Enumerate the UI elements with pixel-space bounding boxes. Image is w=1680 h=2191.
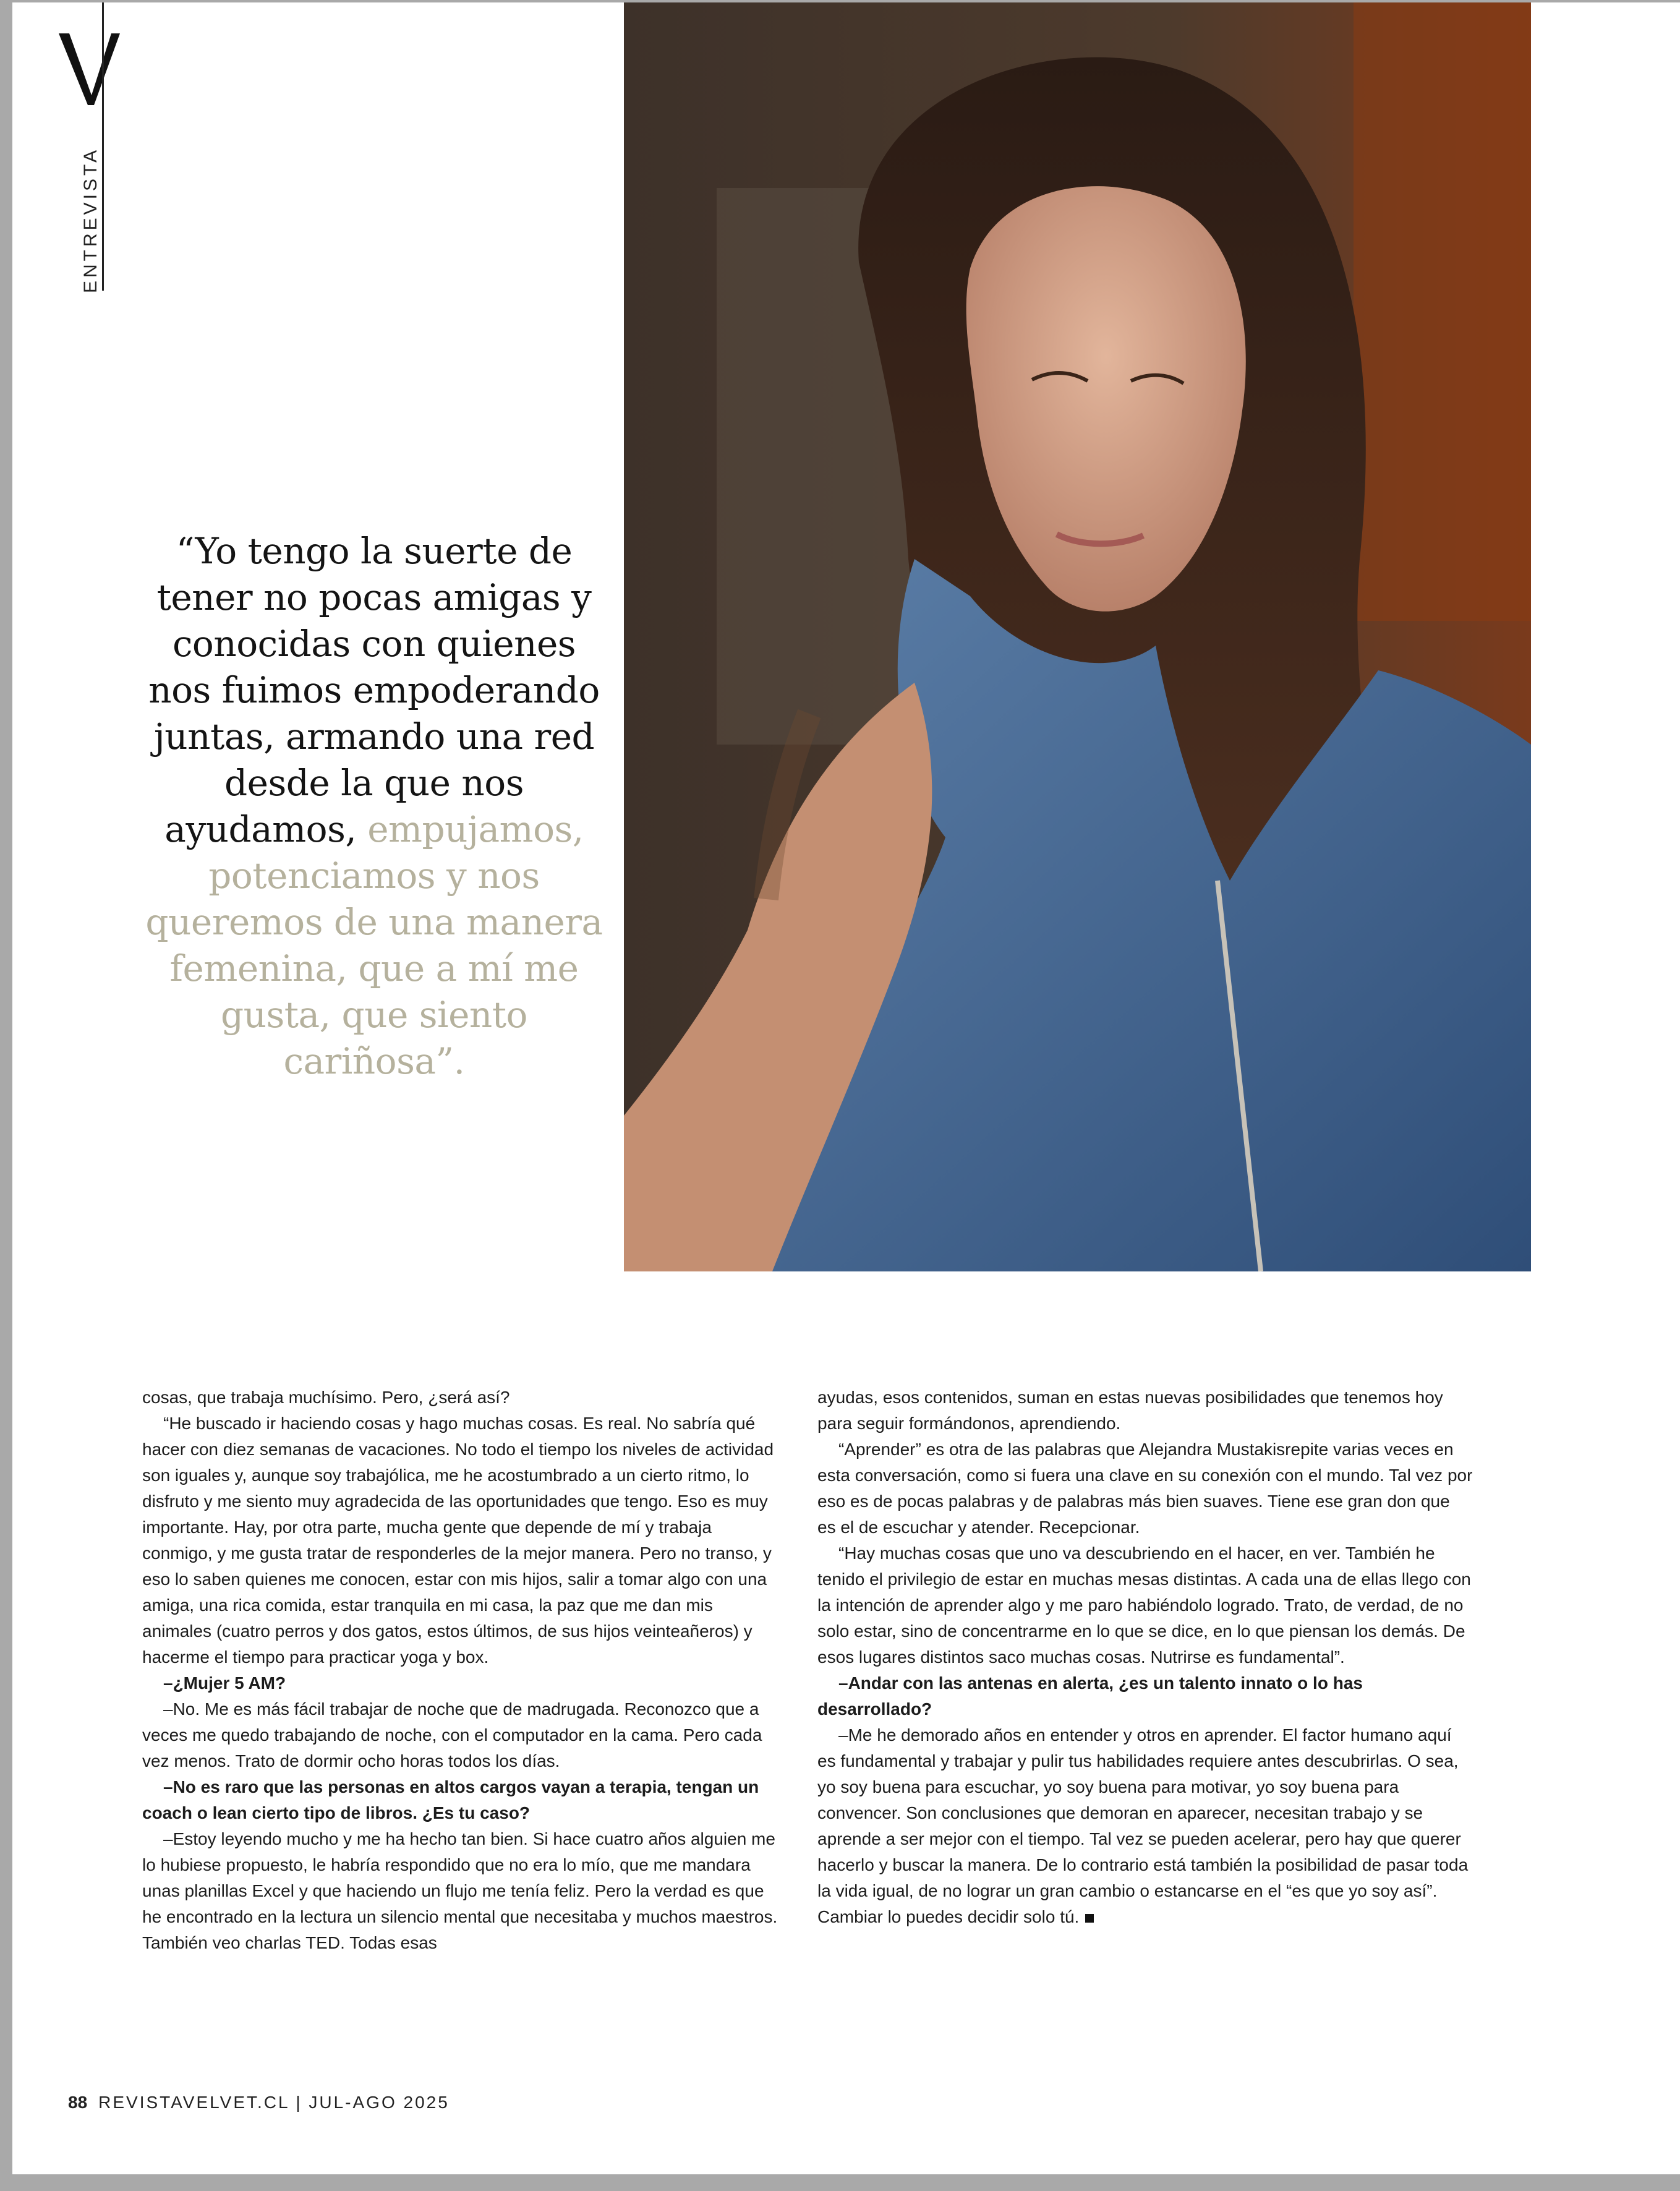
paragraph: –Estoy leyendo mucho y me ha hecho tan bien. Si hace cuatro años alguien me lo hubiese propuesto, le habría respondido que no era lo mío, que me mandara unas planillas Excel y que haciendo un flujo me tenía feliz. Pero la verdad es que he encontrado en la lectura un silencio mental que necesitaba y muchos maestros. También veo charlas TED. Todas esas xyxy=(142,1829,778,1952)
interview-question: –No es raro que las personas en altos cargos vayan a terapia, tengan un coach o lean cierto tipo de libros. ¿Es tu caso? xyxy=(142,1777,759,1822)
end-of-article-icon xyxy=(1085,1914,1094,1923)
section-label: ENTREVISTA xyxy=(80,147,101,293)
page-footer xyxy=(68,2093,450,2112)
pull-quote xyxy=(136,528,612,1085)
pull-quote-light: empujamos, potenciamos y nos queremos de una manera femenina, que a mí me gusta, que siento cariñosa”. xyxy=(145,808,603,1082)
article-column-right xyxy=(817,1385,1473,1930)
paragraph-final xyxy=(817,1722,1473,1930)
interview-question: –¿Mujer 5 AM? xyxy=(163,1673,286,1693)
publication-info: REVISTAVELVET.CL | JUL-AGO 2025 xyxy=(98,2093,450,2112)
paragraph: ayudas, esos contenidos, suman en estas nuevas posibilidades que tenemos hoy para seguir formándonos, aprendiendo. xyxy=(817,1388,1443,1433)
paragraph: “He buscado ir haciendo cosas y hago muchas cosas. Es real. No sabría qué hacer con diez semanas de vacaciones. No todo el tiempo los niveles de actividad son iguales y, aunque soy trabajólica, me he acostumbrado a un cierto ritmo, lo disfruto y me siento muy agradecida de las oportunidades que tengo. Eso es muy importante. Hay, por otra parte, mucha gente que depende de mí y trabaja conmigo, y me gusta tratar de responderles de la mejor manera. Pero no transo, y eso lo saben quienes me conocen, estar con mis hijos, salir a tomar algo con una amiga, una rica comida, estar tranquila en mi casa, la paz que me dan mis animales (cuatro perros y dos gatos, estos últimos, de sus hijos veinteañeros) y hacerme el tiempo para practicar yoga y box. xyxy=(142,1414,774,1667)
paragraph: “Hay muchas cosas que uno va descubriendo en el hacer, en ver. También he tenido el privilegio de estar en muchas mesas distintas. A cada una de ellas llego con la intención de aprender algo y me paro habiéndolo logrado. Trato, de verdad, de no solo estar, sino de concentrarme en lo que se dice, en lo que piensan los demás. De esos lugares distintos saco muchas cosas. Nutrirse es fundamental”. xyxy=(817,1544,1471,1667)
pull-quote-dark: “Yo tengo la suerte de tener no pocas amigas y conocidas con quienes nos fuimos empoderando juntas, armando una red desde la que nos ayudamos, xyxy=(148,530,600,850)
page-number: 88 xyxy=(68,2093,88,2112)
article-column-left xyxy=(142,1385,785,1956)
paragraph: cosas, que trabaja muchísimo. Pero, ¿será así? xyxy=(142,1388,510,1407)
magazine-page xyxy=(12,2,1680,2174)
paragraph: –No. Me es más fácil trabajar de noche que de madrugada. Reconozco que a veces me quedo trabajando de noche, con el computador en la cama. Pero cada vez menos. Trato de dormir ocho horas todos los días. xyxy=(142,1699,762,1770)
interview-question: –Andar con las antenas en alerta, ¿es un talento innato o lo has desarrollado? xyxy=(817,1673,1363,1719)
portrait-photo xyxy=(624,2,1531,1271)
paragraph: “Aprender” es otra de las palabras que Alejandra Mustakisrepite varias veces en esta conversación, como si fuera una clave en su conexión con el mundo. Tal vez por eso es de pocas palabras y de palabras más bien suaves. Tiene ese gran don que es el de escuchar y atender. Recepcionar. xyxy=(817,1440,1473,1537)
portrait-illustration xyxy=(624,2,1531,1271)
paragraph-final-text: –Me he demorado años en entender y otros en aprender. El factor humano aquí es fundamental y trabajar y pulir tus habilidades requiere antes descubrirlas. O sea, yo soy buena para escuchar, yo soy buena para motivar, yo soy buena para convencer. Son conclusiones que demoran en aparecer, necesitan trabajo y se aprende a ser mejor con el tiempo. Tal vez se pueden acelerar, pero hay que querer hacerlo y buscar la manera. De lo contrario está también la posibilidad de pasar toda la vida igual, de no lograr un gran cambio o estancarse en el “es que yo soy así”. Cambiar lo puedes decidir solo tú. xyxy=(817,1725,1469,1926)
